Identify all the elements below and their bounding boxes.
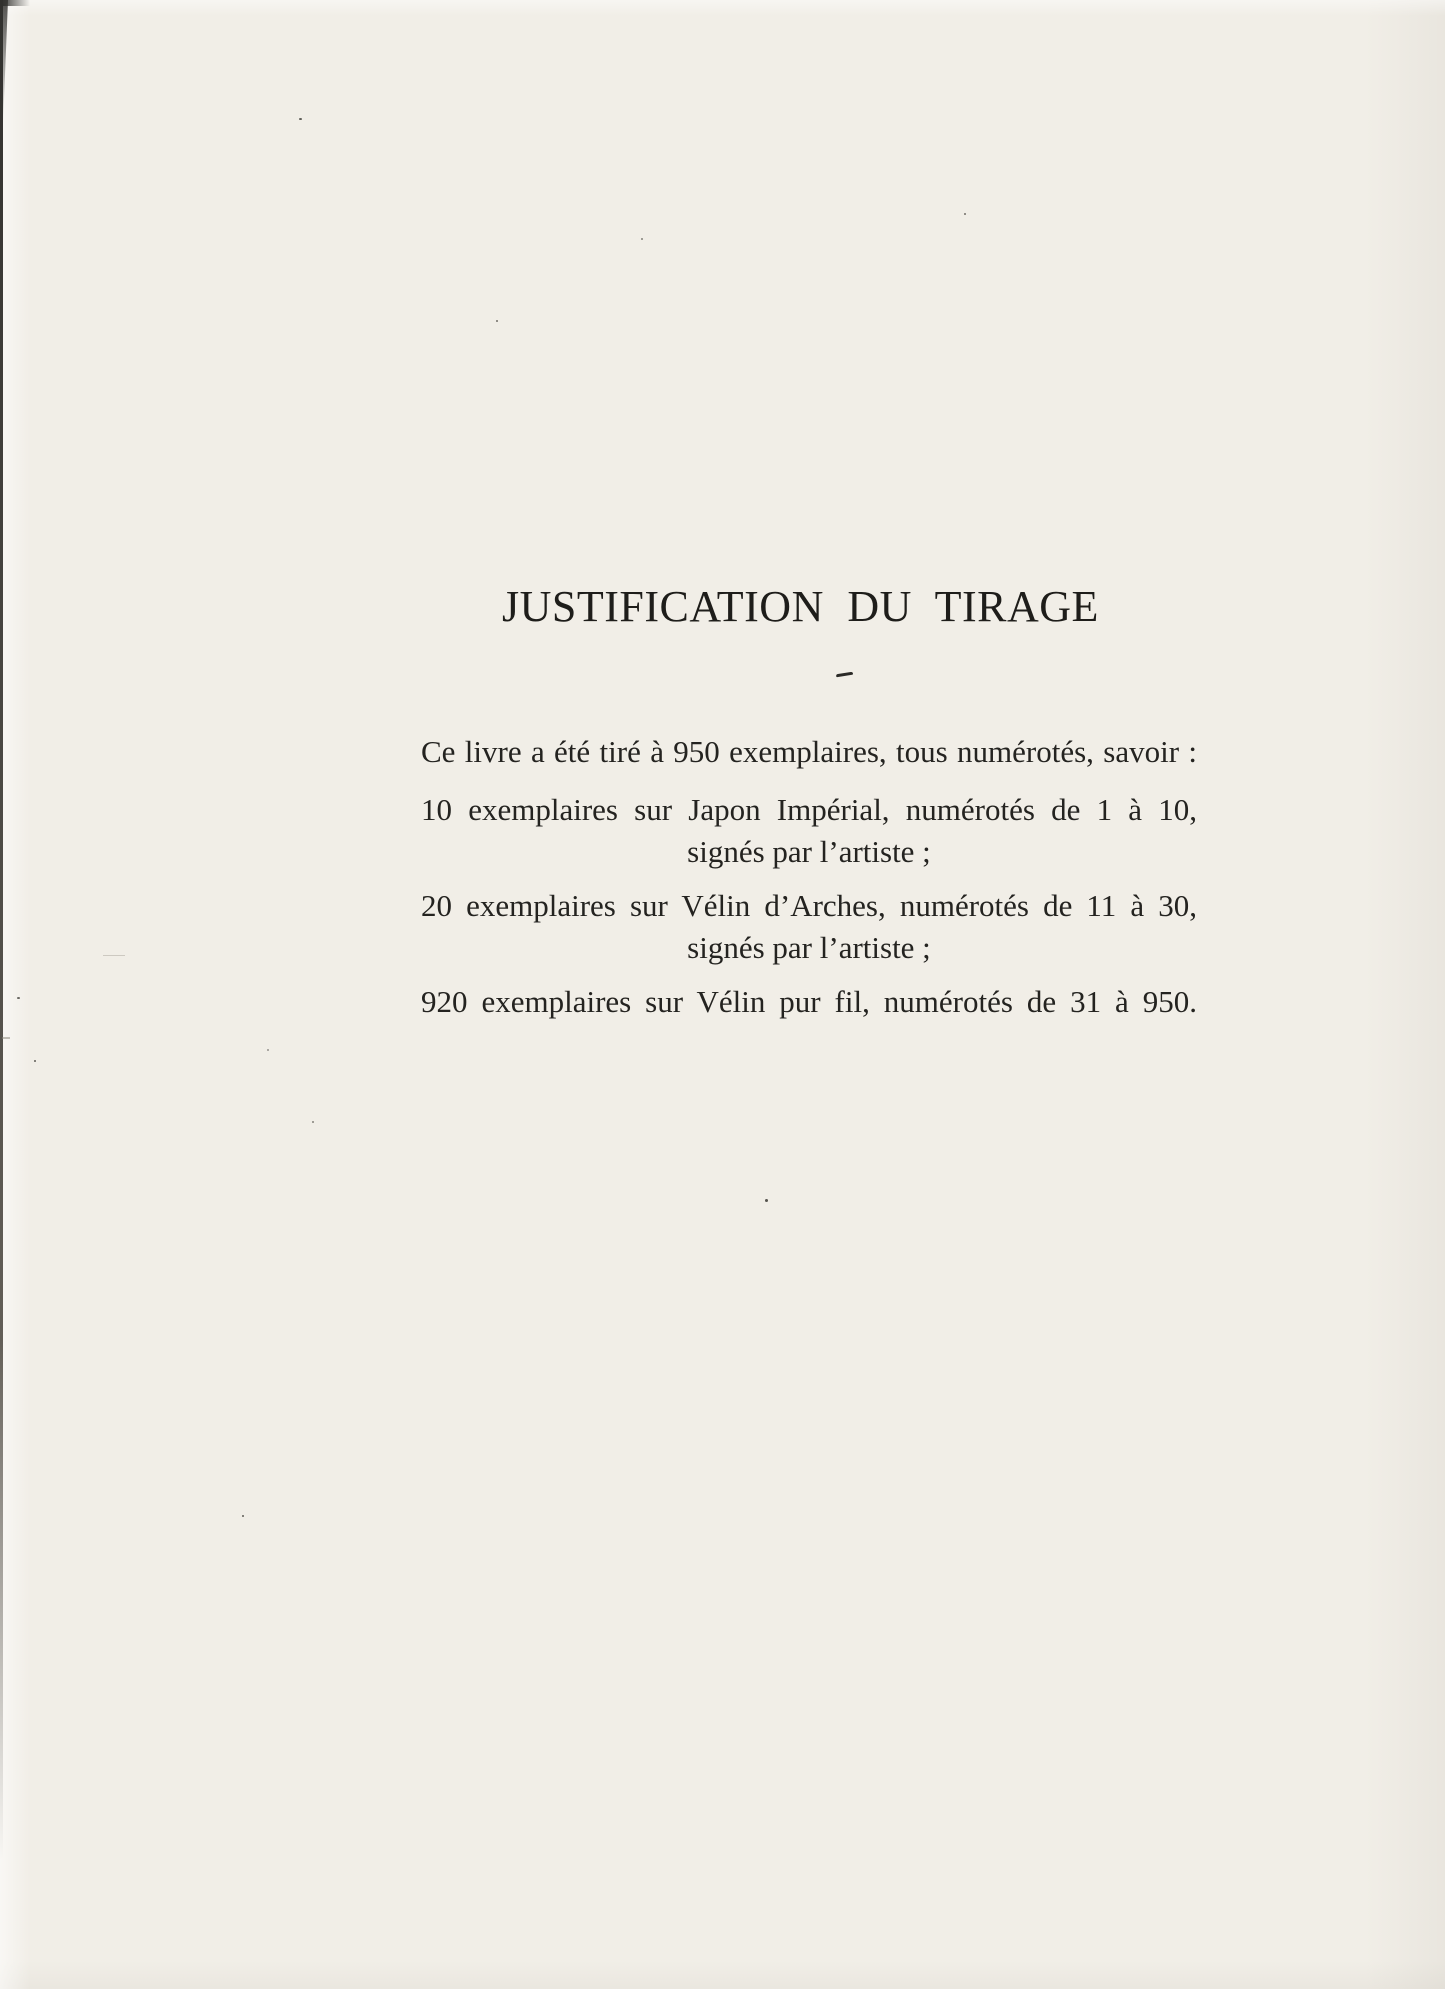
paper-speck: [964, 213, 966, 215]
colophon-line-3: signés par l’artiste ;: [687, 834, 931, 869]
paper-speck: [267, 1049, 269, 1051]
page-title: JUSTIFICATION DU TIRAGE: [502, 582, 1099, 631]
paper-scratch: [2, 1037, 10, 1039]
scan-edge-top: [0, 0, 30, 6]
colophon-line-1: Ce livre a été tiré à 950 exemplaires, tous numérotés, savoir :: [421, 734, 1197, 769]
paper-speck: [34, 1060, 36, 1062]
paper-speck: [765, 1199, 768, 1202]
scan-edge-left: [0, 0, 3, 1860]
paper-speck: [312, 1121, 314, 1123]
paper-speck: [641, 238, 643, 240]
colophon-line-5: signés par l’artiste ;: [687, 930, 931, 965]
scan-edge-corner-wedge: [0, 0, 8, 130]
paper-scratch: [103, 955, 125, 956]
paper-speck: [299, 118, 302, 120]
paper-speck: [17, 997, 20, 999]
dash-ornament: [836, 672, 853, 677]
colophon-line-6: 920 exemplaires sur Vélin pur fil, numérotés de 31 à 950.: [421, 984, 1197, 1019]
paper-speck: [242, 1515, 244, 1517]
colophon-line-4: 20 exemplaires sur Vélin d’Arches, numérotés de 11 à 30,: [421, 888, 1197, 923]
colophon-line-2: 10 exemplaires sur Japon Impérial, numérotés de 1 à 10,: [421, 792, 1197, 827]
paper-speck: [496, 320, 498, 322]
